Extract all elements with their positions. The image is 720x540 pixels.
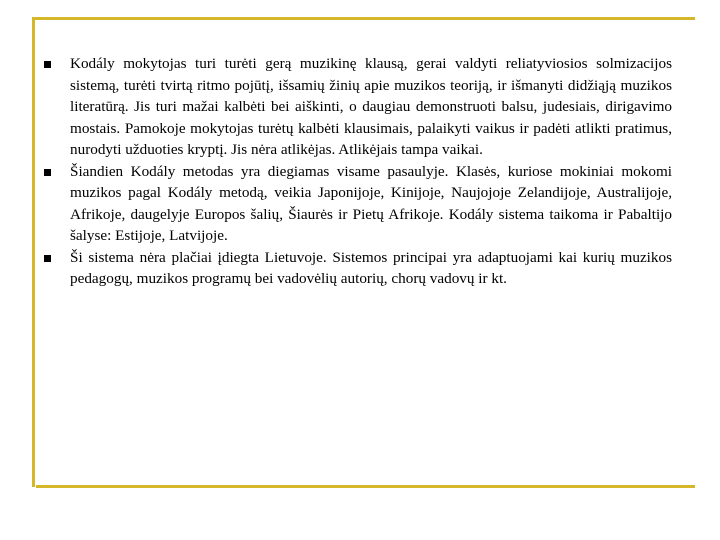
frame-top-rule [32, 17, 695, 20]
frame-left-rule [32, 17, 35, 487]
list-item-text: Kodály mokytojas turi turėti gerą muzikinę klausą, gerai valdyti reliatyviosios solmizacijos sistemą, turėti tvirtą ritmo pojūtį, išsamių žinių apie muzikos teoriją, ir išmanyti didžiąją muzikos literatūrą. Jis turi mažai kalbėti bei aiškinti, o daugiau demonstruoti balsu, judesiais, dirigavimo mostais. Pamokoje mokytojas turėtų kalbėti klausimais, palaikyti vaikus ir padėti atlikti pratimus, nurodyti užduoties kryptį. Jis nėra atlikėjas. Atlikėjais tampa vaikai. [70, 55, 672, 158]
square-bullet-icon [44, 255, 51, 262]
frame-bottom-rule [36, 485, 695, 488]
list-item-text: Ši sistema nėra plačiai įdiegta Lietuvoje. Sistemos principai yra adaptuojami kai kurių muzikos pedagogų, muzikos programų bei vadovėlių autorių, chorų vadovų ir kt. [70, 248, 672, 287]
list-item [44, 161, 672, 247]
square-bullet-icon [44, 169, 51, 176]
square-bullet-icon [44, 61, 51, 68]
list-item [44, 53, 672, 161]
bullet-list [44, 53, 672, 290]
list-item [44, 247, 672, 290]
list-item-text: Šiandien Kodály metodas yra diegiamas visame pasaulyje. Klasės, kuriose mokiniai mokomi muzikos pagal Kodály metodą, veikia Japonijoje, Kinijoje, Naujojoje Zelandijoje, Australijoje, Afrikoje, daugelyje Europos šalių, Šiaurės ir Pietų Afrikoje. Kodály sistema taikoma ir Pabaltijo šalyse: Estijoje, Latvijoje. [70, 162, 672, 244]
